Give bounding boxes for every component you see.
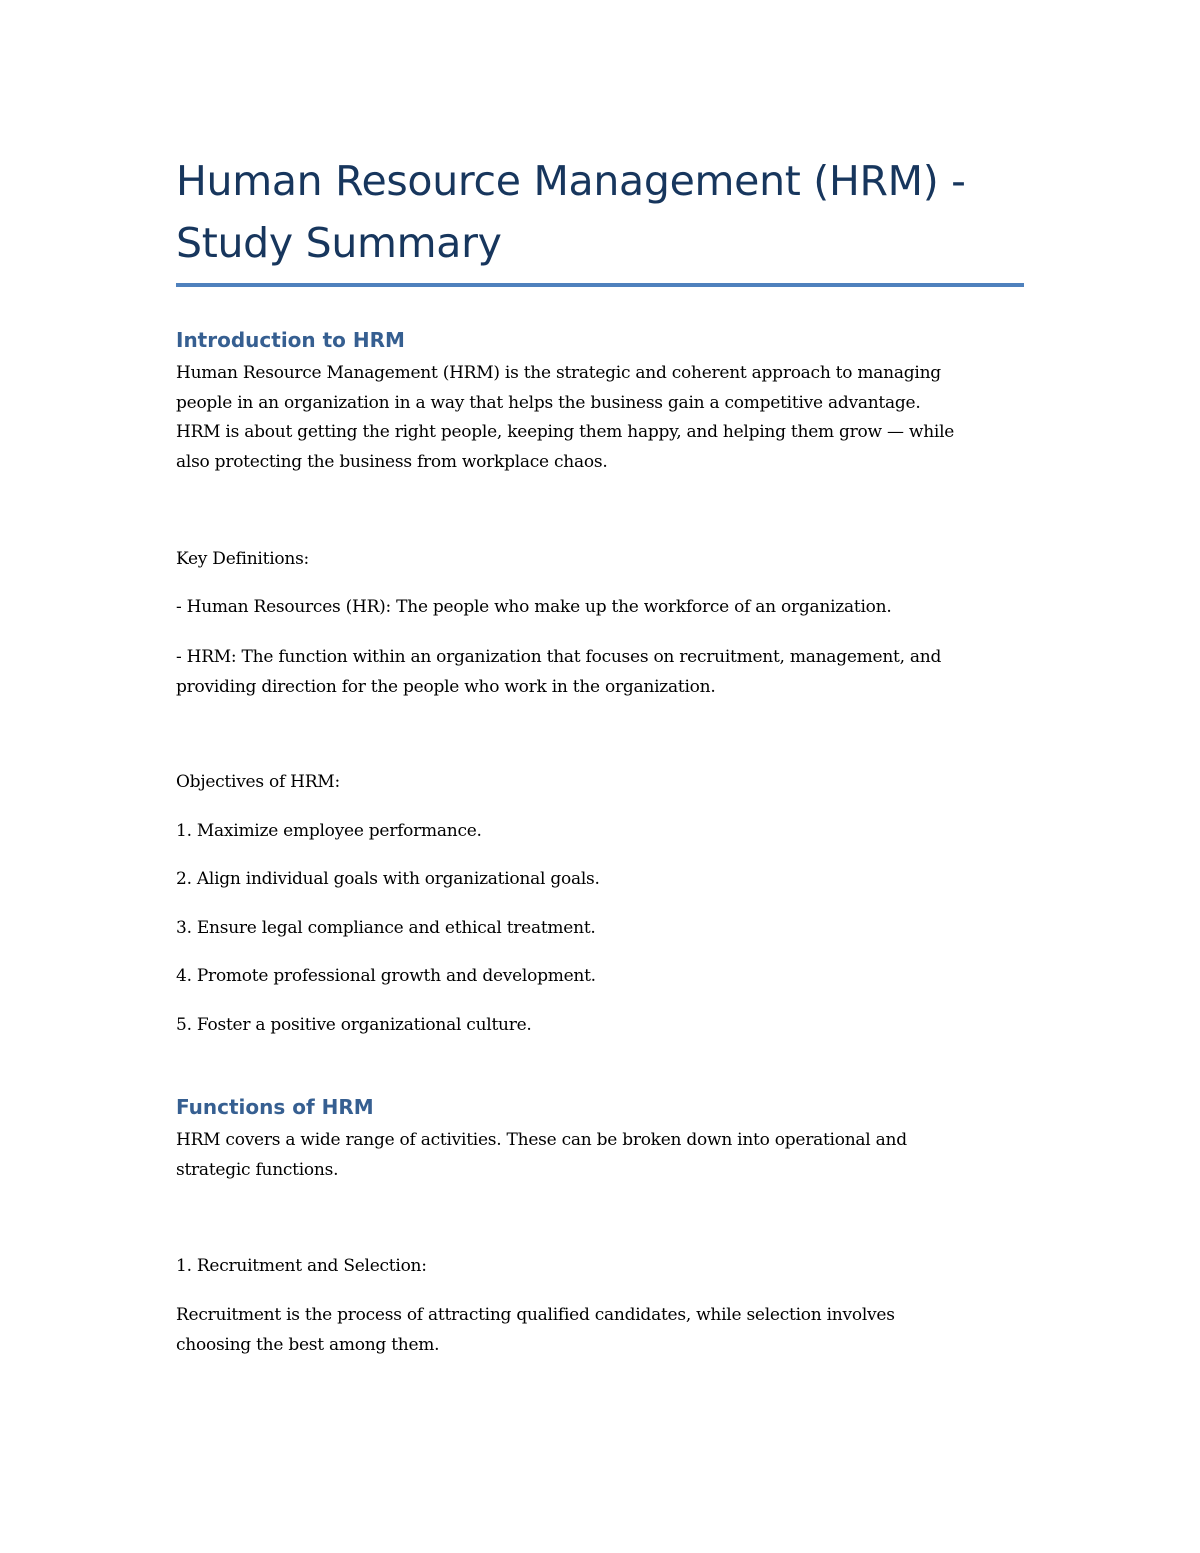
objective-item: 4. Promote professional growth and development. xyxy=(176,966,596,986)
functions-paragraph xyxy=(176,1126,1024,1185)
definition-hr: - Human Resources (HR): The people who make up the workforce of an organization. xyxy=(176,597,892,617)
definition-hrm xyxy=(176,643,1024,702)
intro-line-2: people in an organization in a way that helps the business gain a competitive advantage. xyxy=(176,392,921,413)
document-title xyxy=(176,150,1024,274)
definition-hrm-line-2: providing direction for the people who work in the organization. xyxy=(176,676,716,697)
section-intro xyxy=(176,325,1024,477)
objective-item: 1. Maximize employee performance. xyxy=(176,821,482,841)
section-heading-functions: Functions of HRM xyxy=(176,1095,374,1119)
objective-item: 2. Align individual goals with organizational goals. xyxy=(176,869,600,889)
intro-line-1: Human Resource Management (HRM) is the strategic and coherent approach to managing xyxy=(176,363,941,383)
function-item-body-line-1: Recruitment is the process of attracting qualified candidates, while selection involves xyxy=(176,1305,895,1325)
section-functions xyxy=(176,1092,1024,1185)
key-definitions-label: Key Definitions: xyxy=(176,549,310,569)
objective-item: 5. Foster a positive organizational culture. xyxy=(176,1015,532,1035)
intro-paragraph xyxy=(176,359,1024,477)
functions-line-1: HRM covers a wide range of activities. These can be broken down into operational and xyxy=(176,1130,907,1150)
intro-line-4: also protecting the business from workplace chaos. xyxy=(176,451,608,472)
objective-item: 3. Ensure legal compliance and ethical treatment. xyxy=(176,918,596,938)
title-line-1: Human Resource Management (HRM) - xyxy=(176,157,966,205)
function-item-body xyxy=(176,1301,1024,1360)
function-item-label: 1. Recruitment and Selection: xyxy=(176,1256,427,1276)
functions-line-2: strategic functions. xyxy=(176,1159,339,1180)
document-page xyxy=(176,150,1024,287)
section-heading-intro: Introduction to HRM xyxy=(176,328,405,352)
objectives-label: Objectives of HRM: xyxy=(176,772,340,792)
title-divider xyxy=(176,283,1024,287)
intro-line-3: HRM is about getting the right people, keeping them happy, and helping them grow — while xyxy=(176,422,955,442)
title-line-2: Study Summary xyxy=(176,219,502,267)
function-item-body-line-2: choosing the best among them. xyxy=(176,1334,440,1355)
definition-hrm-line-1: - HRM: The function within an organization that focuses on recruitment, management, and xyxy=(176,647,942,667)
